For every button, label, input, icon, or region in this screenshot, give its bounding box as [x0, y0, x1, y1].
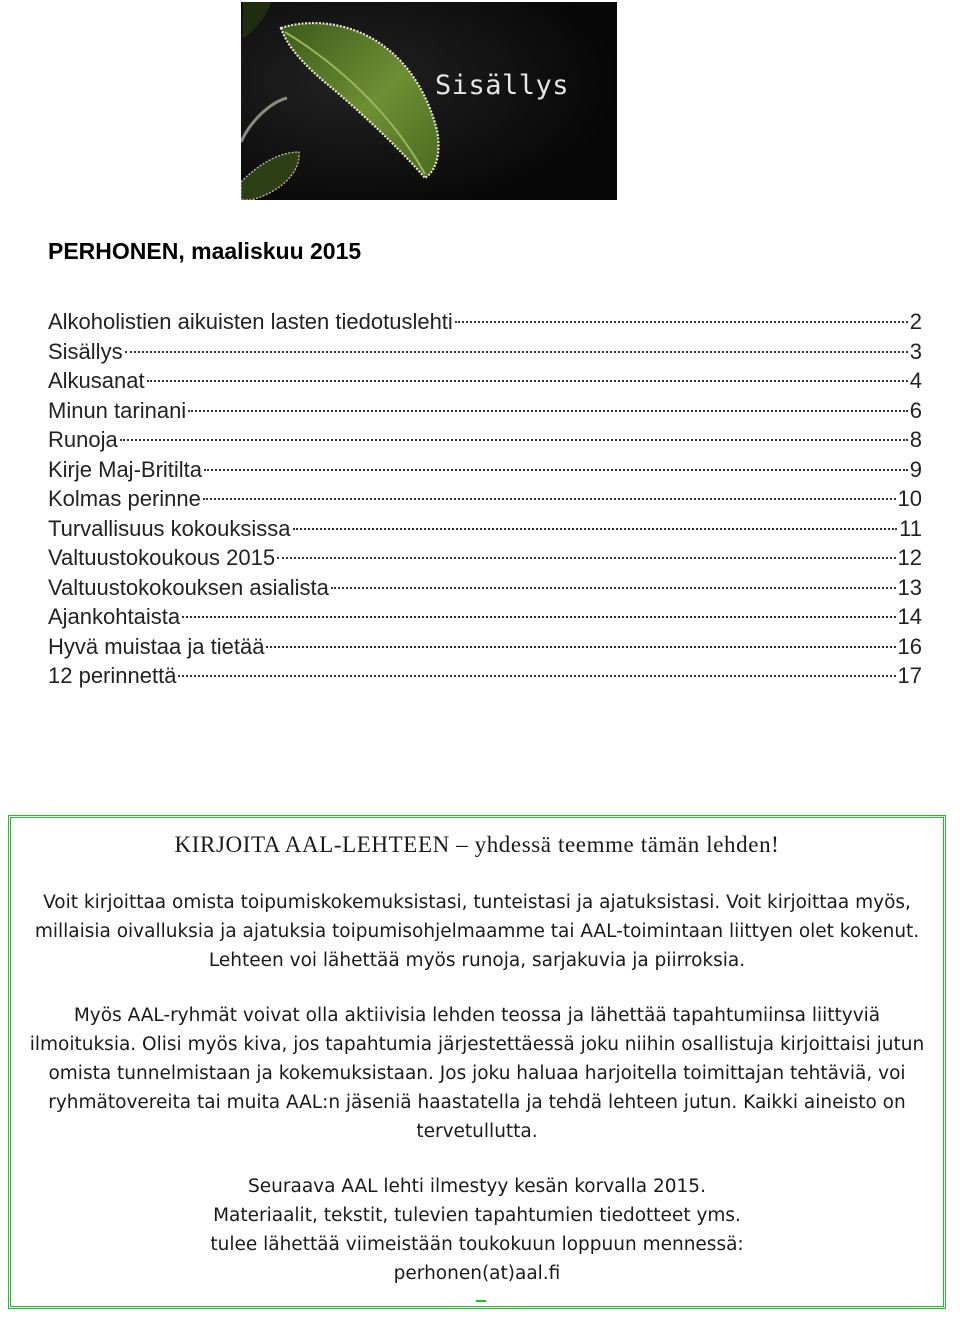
- toc-entry-title: Minun tarinani: [48, 397, 187, 423]
- closing-line: Materiaalit, tekstit, tulevien tapahtumien tiedotteet yms.: [213, 1205, 741, 1226]
- toc-entry-page: 16: [897, 633, 922, 659]
- toc-leader-dots: [182, 616, 895, 618]
- toc-leader-dots: [188, 410, 908, 412]
- toc-leader-dots: [277, 557, 895, 559]
- magazine-title: PERHONEN, maaliskuu 2015: [48, 238, 362, 264]
- toc-entry-title: Turvallisuus kokouksissa: [48, 515, 291, 541]
- toc-entry-page: 13: [897, 574, 922, 600]
- leaf-illustration: [241, 2, 617, 200]
- toc-entry-page: 6: [909, 397, 922, 423]
- dash-mark: [476, 1300, 486, 1302]
- toc-entry: [48, 484, 922, 514]
- table-of-contents: [48, 307, 922, 691]
- toc-entry-page: 14: [897, 604, 922, 629]
- toc-entry-title: Kirje Maj-Britilta: [48, 456, 203, 482]
- toc-entry-page: 11: [899, 515, 922, 541]
- toc-entry-page: 17: [897, 663, 922, 688]
- toc-entry-title: 12 perinnettä: [48, 663, 177, 688]
- toc-entry-title: Sisällys: [48, 338, 123, 364]
- toc-entry: [48, 632, 922, 662]
- toc-leader-dots: [293, 528, 898, 530]
- toc-leader-dots: [147, 380, 908, 382]
- toc-entry: [48, 425, 922, 455]
- closing-line: tulee lähettää viimeistään toukokuun loppuun mennessä:: [210, 1234, 744, 1255]
- toc-entry-page: 12: [897, 545, 922, 570]
- toc-leader-dots: [331, 587, 896, 589]
- notice-heading: KIRJOITA AAL-LEHTEEN – yhdessä teemme tämän lehden!: [174, 832, 780, 857]
- toc-entry-title: Alkoholistien aikuisten lasten tiedotuslehti: [48, 309, 453, 334]
- header-image-title: Sisällys: [435, 70, 570, 101]
- notice-closing: [25, 1172, 929, 1288]
- toc-entry-title: Alkusanat: [48, 368, 145, 393]
- toc-leader-dots: [455, 321, 908, 323]
- toc-leader-dots: [203, 498, 896, 500]
- toc-entry-page: 10: [897, 486, 922, 511]
- toc-entry-title: Ajankohtaista: [48, 604, 181, 629]
- toc-entry: [48, 543, 922, 573]
- notice-paragraph-2: Myös AAL-ryhmät voivat olla aktiivisia lehden teossa ja lähettää tapahtumiinsa liittyviä ilmoituksia. Olisi myös kiva, jos tapahtumia järjestettäessä joku niihin osallistuja kirjoittaisi jutun omista tunnelmistaan ja kokemuksistaan. Jos joku haluaa harjoitella toimittajan tehtäviä, voi ryhmätovereita tai muita AAL:n jäseniä haastatella ja tehdä lehteen jutun. Kaikki aineisto on tervetullutta.: [29, 1005, 925, 1142]
- toc-leader-dots: [204, 469, 908, 471]
- toc-entry-page: 2: [909, 309, 922, 334]
- toc-entry: [48, 455, 922, 485]
- toc-entry-page: 3: [909, 338, 922, 364]
- toc-entry: [48, 573, 922, 603]
- toc-entry-page: 9: [909, 456, 922, 482]
- contact-email: perhonen(at)aal.fi: [393, 1263, 561, 1284]
- toc-entry: [48, 602, 922, 632]
- toc-entry-title: Hyvä muistaa ja tietää: [48, 633, 265, 659]
- toc-entry: [48, 514, 922, 544]
- toc-entry-title: Valtuustokoukous 2015: [48, 545, 276, 570]
- toc-entry-title: Runoja: [48, 427, 118, 452]
- header-image: [241, 2, 617, 200]
- toc-entry: [48, 307, 922, 337]
- toc-entry: [48, 661, 922, 691]
- toc-leader-dots: [125, 351, 908, 353]
- toc-entry-title: Valtuustokokouksen asialista: [48, 574, 329, 600]
- toc-leader-dots: [178, 675, 895, 677]
- toc-leader-dots: [266, 646, 895, 648]
- toc-entry-title: Kolmas perinne: [48, 486, 201, 511]
- toc-entry-page: 4: [909, 368, 922, 393]
- toc-entry-page: 8: [909, 427, 922, 452]
- closing-line: Seuraava AAL lehti ilmestyy kesän korvalla 2015.: [248, 1176, 706, 1197]
- toc-leader-dots: [120, 439, 908, 441]
- toc-entry: [48, 337, 922, 367]
- toc-entry: [48, 366, 922, 396]
- toc-entry: [48, 396, 922, 426]
- notice-paragraph-1: Voit kirjoittaa omista toipumiskokemuksistasi, tunteistasi ja ajatuksistasi. Voit kirjoittaa myös, millaisia oivalluksia ja ajatuksia toipumisohjelmaamme tai AAL-toimintaan liittyen olet kokenut. Lehteen voi lähettää myös runoja, sarjakuvia ja piirroksia.: [34, 892, 920, 971]
- notice-box: [8, 815, 946, 1309]
